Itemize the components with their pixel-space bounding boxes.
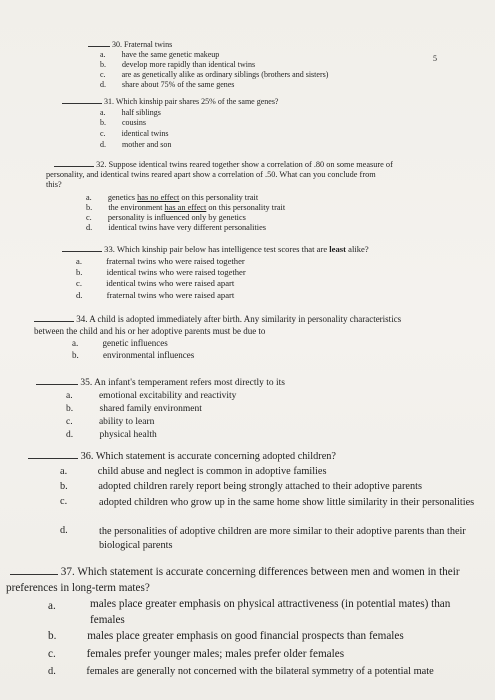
option-text: the personalities of adoptive children are more similar to their adoptive parents than their biological parents	[99, 526, 466, 551]
option-letter: c.	[100, 129, 106, 138]
option-letter: b.	[48, 630, 57, 642]
option-d	[100, 80, 234, 89]
option-text: identical twins who were raised apart	[106, 278, 235, 288]
option-text: the environment has an effect on this personality trait	[108, 203, 286, 212]
option-letter: b.	[86, 203, 93, 212]
question-stem	[36, 378, 285, 388]
question-text: Which statement is accurate concerning adopted children?	[95, 451, 336, 462]
option-letter: d.	[100, 140, 106, 149]
answer-blank[interactable]	[62, 102, 102, 104]
option-d	[66, 430, 157, 440]
option-text: emotional excitability and reactivity	[98, 391, 237, 401]
option-letter: c.	[66, 417, 73, 427]
question-number: 30.	[112, 40, 122, 49]
option-letter: a.	[100, 50, 106, 59]
option-b	[72, 350, 194, 360]
option-text: adopted children rarely report being strongly attached to their adoptive parents	[98, 481, 422, 492]
option-letter: a.	[60, 466, 68, 477]
option-letter: c.	[100, 70, 106, 79]
question-number: 37.	[60, 566, 75, 578]
question-text: Which statement is accurate concerning differences between men and women in their	[77, 566, 460, 578]
option-text: environmental influences	[103, 350, 195, 360]
question-text: A child is adopted immediately after birth. Any similarity in personality characteristics	[89, 314, 402, 324]
option-text: share about 75% of the same genes	[122, 80, 235, 89]
answer-blank[interactable]	[36, 383, 78, 385]
option-text: males place greater emphasis on good financial prospects than females	[87, 630, 404, 642]
answer-blank[interactable]	[62, 250, 102, 252]
answer-blank[interactable]	[28, 457, 78, 459]
option-text: fraternal twins who were raised together	[106, 256, 245, 266]
option-b	[76, 267, 246, 277]
question-text: Suppose identical twins reared together show a correlation of .80 on some measure of	[108, 160, 393, 169]
option-a	[60, 466, 327, 477]
option-letter: b.	[66, 404, 74, 414]
question-number: 34.	[76, 314, 88, 324]
page-number: 5	[433, 54, 437, 63]
option-b	[60, 481, 422, 492]
option-c	[76, 278, 234, 288]
question-stem-line-1	[10, 566, 460, 578]
question-stem	[62, 244, 369, 254]
option-letter: a.	[86, 193, 92, 202]
question-number: 33.	[104, 244, 115, 254]
option-letter: d.	[48, 666, 56, 677]
option-text: shared family environment	[99, 404, 202, 414]
option-letter: a.	[76, 256, 82, 266]
option-a	[66, 391, 236, 401]
option-text: personality is influenced only by genetics	[107, 213, 246, 222]
question-stem-line-1	[54, 160, 393, 169]
question-stem	[88, 40, 172, 49]
option-letter: b.	[72, 350, 79, 360]
answer-blank[interactable]	[10, 573, 58, 575]
option-text: identical twins	[121, 129, 169, 138]
option-letter: a.	[100, 108, 106, 117]
option-b	[66, 404, 202, 414]
option-c	[86, 213, 246, 222]
question-number: 36.	[80, 451, 94, 462]
question-text: An infant's temperament refers most directly to its	[94, 378, 285, 388]
option-letter: a.	[72, 338, 79, 348]
option-a	[100, 108, 161, 117]
question-stem-line-2: personality, and identical twins reared apart show a correlation of .50. What can you conclude from	[46, 170, 376, 179]
option-c	[48, 648, 344, 660]
option-d	[100, 140, 171, 149]
option-text: physical health	[99, 430, 157, 440]
option-a	[72, 338, 168, 348]
question-number: 32.	[96, 160, 107, 169]
option-text: ability to learn	[98, 417, 155, 427]
question-stem-line-2: preferences in long-term mates?	[6, 582, 150, 594]
question-stem	[28, 451, 336, 462]
question-stem	[62, 97, 278, 106]
question-stem-line-3: this?	[46, 180, 62, 189]
option-letter: c.	[60, 496, 68, 507]
option-d	[86, 223, 266, 232]
option-letter: c.	[86, 213, 92, 222]
question-text: Which kinship pair below has intelligence test scores that are least alike?	[116, 244, 369, 254]
option-text: adopted children who grow up in the same home show little similarity in their personalities	[99, 497, 475, 508]
option-text: identical twins who were raised together	[106, 267, 246, 277]
option-letter: d.	[86, 223, 93, 232]
question-stem-line-1	[34, 314, 401, 324]
option-c	[66, 417, 154, 427]
option-a	[100, 50, 219, 59]
option-c	[100, 70, 328, 79]
option-b	[48, 630, 404, 642]
option-letter: a.	[48, 600, 56, 612]
option-text: females prefer younger males; males prefer older females	[86, 648, 345, 660]
option-text: are as genetically alike as ordinary siblings (brothers and sisters)	[121, 70, 329, 79]
option-a	[76, 256, 245, 266]
option-text: males place greater emphasis on physical attractiveness (in potential mates) than females	[90, 598, 451, 626]
option-letter: c.	[48, 648, 56, 660]
question-text: Fraternal twins	[124, 40, 173, 49]
option-letter: c.	[76, 278, 82, 288]
option-d	[76, 290, 234, 300]
option-letter: d.	[76, 290, 83, 300]
option-text: fraternal twins who were raised apart	[106, 290, 235, 300]
option-letter: a.	[66, 391, 73, 401]
option-c	[100, 129, 168, 138]
option-text: develop more rapidly than identical twins	[122, 60, 256, 69]
option-text: child abuse and neglect is common in adoptive families	[97, 466, 327, 477]
option-b	[100, 118, 146, 127]
option-text: have the same genetic makeup	[121, 50, 220, 59]
answer-blank[interactable]	[54, 165, 94, 167]
option-letter: b.	[100, 60, 106, 69]
option-text: females are generally not concerned with the bilateral symmetry of a potential mate	[86, 666, 434, 677]
option-letter: b.	[100, 118, 106, 127]
option-letter: d.	[60, 525, 68, 536]
option-b	[100, 60, 255, 69]
question-text: Which kinship pair shares 25% of the same genes?	[115, 97, 279, 106]
option-letter: b.	[60, 481, 68, 492]
option-letter: d.	[100, 80, 106, 89]
option-a	[86, 193, 258, 202]
option-text: identical twins have very different personalities	[108, 223, 266, 232]
option-letter: d.	[66, 430, 74, 440]
option-letter: b.	[76, 267, 83, 277]
option-text: half siblings	[121, 108, 161, 117]
question-number: 31.	[104, 97, 114, 106]
option-b	[86, 203, 285, 212]
option-d	[48, 666, 434, 677]
question-number: 35.	[80, 378, 93, 388]
option-text: cousins	[122, 118, 146, 127]
question-stem-line-2: between the child and his or her adoptive parents must be due to	[34, 326, 266, 336]
option-text: genetics has no effect on this personality trait	[107, 193, 259, 202]
option-text: genetic influences	[102, 338, 168, 348]
answer-blank[interactable]	[34, 320, 74, 322]
option-text: mother and son	[122, 140, 172, 149]
answer-blank[interactable]	[88, 45, 110, 47]
